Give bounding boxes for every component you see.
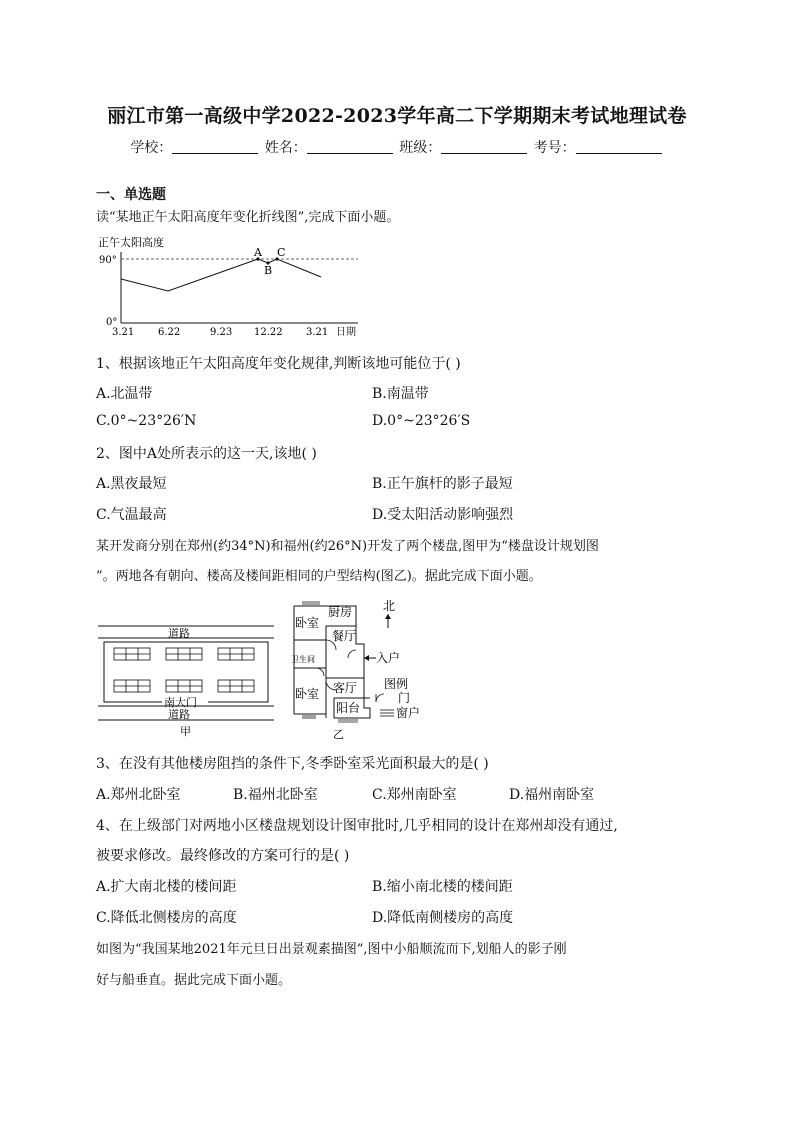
y-top-label: 90° [99,255,117,266]
x-tick-1: 3.21 [112,327,135,338]
q1-option-c[interactable]: C.0°~23°26′N [96,413,197,429]
question-2-stem: 2、图中A处所表示的这一天,该地( ) [96,446,317,462]
gate-label: 南大门 [164,696,197,709]
door-arc [316,668,324,676]
q3-option-b[interactable]: B.福州北卧室 [233,787,318,803]
q4-option-b[interactable]: B.缩小南北楼的楼间距 [372,879,513,895]
label-a: A [254,246,262,259]
section-title: 一、单选题 [96,187,166,203]
q1-option-d[interactable]: D.0°~23°26′S [372,413,471,429]
group2-intro-line1: 某开发商分别在郑州(约34°N)和福州(约26°N)开发了两个楼盘,图甲为“楼盘设计规划图 [96,539,599,554]
x-tick-5: 3.21 [306,327,329,338]
question-4-stem-line1: 4、在上级部门对两地小区楼盘规划设计图审批时,几乎相同的设计在郑州却没有通过, [96,818,618,834]
exam-number-blank[interactable] [576,140,662,154]
room-kitchen: 厨房 [328,605,353,619]
q4-option-a[interactable]: A.扩大南北楼的楼间距 [96,879,237,895]
entry-arrowhead-icon [364,655,369,661]
figure-yi-floor-plan [286,596,436,742]
legend-title: 图例 [384,677,409,691]
altitude-series-line [121,259,321,291]
x-tick-2: 6.22 [158,327,181,338]
north-label: 北 [383,599,396,613]
q2-option-a[interactable]: A.黑夜最短 [96,476,167,492]
q2-option-b[interactable]: B.正午旗杆的影子最短 [372,476,513,492]
question-4-stem-line2: 被要求修改。最终修改的方案可行的是( ) [96,848,350,864]
road-top-label: 道路 [168,627,190,640]
q4-option-d[interactable]: D.降低南侧楼房的高度 [372,910,514,926]
q1-option-b[interactable]: B.南温带 [372,386,429,402]
q3-option-a[interactable]: A.郑州北卧室 [96,787,181,803]
q2-option-c[interactable]: C.气温最高 [96,507,167,523]
group2-intro-line2: ”。两地各有朝向、楼高及楼间距相同的户型结构(图乙)。据此完成下面小题。 [96,569,542,584]
room-bathroom: 卫生间 [291,655,315,664]
school-label: 学校： [130,140,173,156]
q1-option-a[interactable]: A.北温带 [96,386,153,402]
buildings [114,648,254,692]
group1-intro: 读“某地正午太阳高度年变化折线图”,完成下面小题。 [96,210,400,225]
room-bedroom-north: 卧室 [295,616,320,630]
class-label: 班级： [399,140,442,156]
chart-ylabel: 正午太阳高度 [98,236,164,249]
entry-label: 入户 [376,651,401,665]
exam-title: 丽江市第一高级中学2022-2023学年高二下学期期末考试地理试卷 [107,105,687,127]
group3-intro-line1: 如图为“我国某地2021年元旦日出景观素描图”,图中小船顺流而下,划船人的影子刚 [96,942,567,957]
class-blank[interactable] [441,140,527,154]
exam-number-label: 考号： [533,140,576,156]
school-blank[interactable] [172,140,258,154]
room-living: 客厅 [333,681,358,695]
q2-option-d[interactable]: D.受太阳活动影响强烈 [372,507,514,523]
road-bottom-label: 道路 [168,708,190,721]
question-1-stem: 1、根据该地正午太阳高度年变化规律,判断该地可能位于( ) [96,356,461,372]
legend-door-icon [376,694,384,702]
door-arc [348,650,356,658]
question-3-stem: 3、在没有其他楼房阻挡的条件下,冬季卧室采光面积最大的是( ) [96,756,489,772]
name-blank[interactable] [307,140,393,154]
x-tick-4: 12.22 [254,327,283,338]
legend-window-label: 窗户 [396,706,421,720]
group3-intro-line2: 好与船垂直。据此完成下面小题。 [96,973,292,988]
q3-option-c[interactable]: C.郑州南卧室 [372,787,457,803]
x-unit: 日期 [336,327,356,338]
compound-wall [104,642,268,702]
legend-window-icon [380,710,394,716]
room-bedroom-south: 卧室 [295,687,320,701]
sun-altitude-line-chart [96,234,376,340]
room-dining: 餐厅 [332,629,357,643]
label-b: B [264,264,273,277]
student-info-line [0,137,794,157]
legend-door-label: 门 [398,691,411,705]
figure-yi-caption: 乙 [333,728,344,741]
room-balcony: 阳台 [336,701,361,715]
x-tick-3: 9.23 [210,327,233,338]
q4-option-c[interactable]: C.降低北侧楼房的高度 [96,910,237,926]
label-c: C [277,246,286,259]
north-arrowhead-icon [385,614,391,619]
y-bottom-label: 0° [106,317,118,328]
name-label: 姓名： [264,140,307,156]
figure-jia-caption: 甲 [180,725,191,738]
figure-jia-site-plan [96,618,276,740]
q3-option-d[interactable]: D.福州南卧室 [509,787,595,803]
